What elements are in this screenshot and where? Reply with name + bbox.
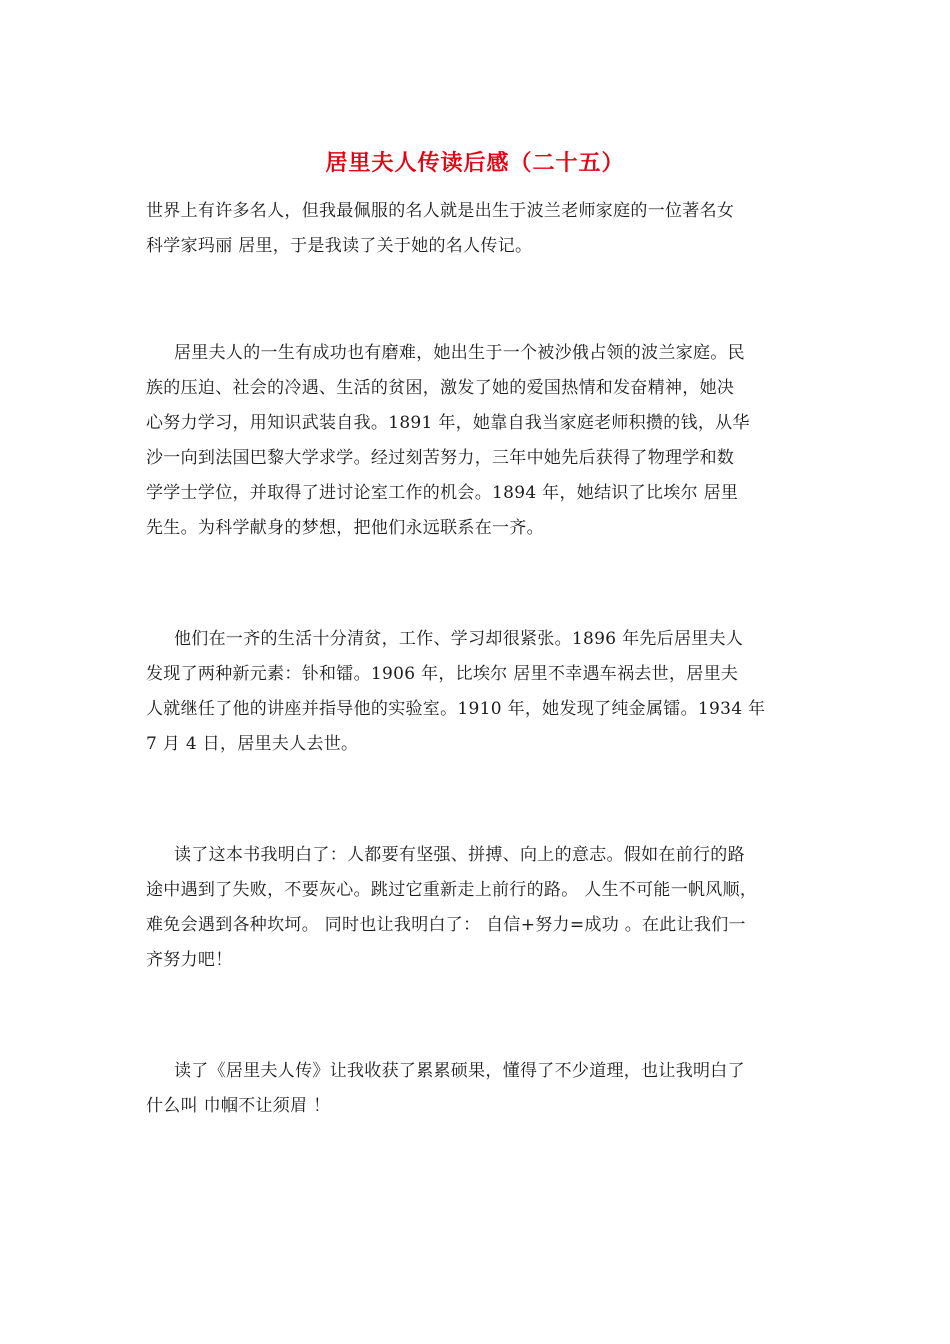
paragraph-line: 世界上有许多名人，但我最佩服的名人就是出生于波兰老师家庭的一位著名女 [146,201,735,221]
paragraph-line: 先生。为科学献身的梦想，把他们永远联系在一齐。 [146,518,544,538]
paragraph-line: 难免会遇到各种坎坷。 同时也让我明白了： 自信+努力=成功 。在此让我们一 [146,915,746,935]
paragraph-conclusion [146,1054,816,1124]
paragraph-biography [146,336,816,546]
paragraph-line: 读了《居里夫人传》让我收获了累累硕果，懂得了不少道理，也让我明白了 [174,1061,745,1081]
document-title: 居里夫人传读后感（二十五） [325,150,625,176]
paragraph-line: 居里夫人的一生有成功也有磨难，她出生于一个被沙俄占领的波兰家庭。民 [174,343,745,363]
paragraph-line: 沙一向到法国巴黎大学求学。经过刻苦努力，三年中她先后获得了物理学和数 [146,448,735,468]
paragraph-reflection [146,838,816,978]
paragraph-line: 心努力学习，用知识武装自我。1891 年，她靠自我当家庭老师积攒的钱，从华 [146,413,750,433]
paragraph-discoveries [146,622,816,762]
paragraph-line: 7 月 4 日，居里夫人去世。 [146,734,359,754]
paragraph-line: 族的压迫、社会的冷遇、生活的贫困，激发了她的爱国热情和发奋精神，她决 [146,378,735,398]
paragraph-line: 他们在一齐的生活十分清贫，工作、学习却很紧张。1896 年先后居里夫人 [174,629,744,649]
paragraph-intro [146,194,816,264]
paragraph-line: 科学家玛丽 居里，于是我读了关于她的名人传记。 [146,236,533,256]
paragraph-line: 齐努力吧！ [146,950,233,970]
paragraph-line: 发现了两种新元素：钋和镭。1906 年，比埃尔 居里不幸遇车祸去世，居里夫 [146,664,739,684]
paragraph-line: 学学士学位，并取得了进讨论室工作的机会。1894 年，她结识了比埃尔 居里 [146,483,739,503]
paragraph-line: 人就继任了他的讲座并指导他的实验室。1910 年，她发现了纯金属镭。1934 年 [146,699,766,719]
paragraph-line: 读了这本书我明白了：人都要有坚强、拼搏、向上的意志。假如在前行的路 [174,845,745,865]
paragraph-line: 什么叫 巾帼不让须眉 ！ [146,1096,331,1116]
paragraph-line: 途中遇到了失败，不要灰心。跳过它重新走上前行的路。 人生不可能一帆风顺， [146,880,758,900]
